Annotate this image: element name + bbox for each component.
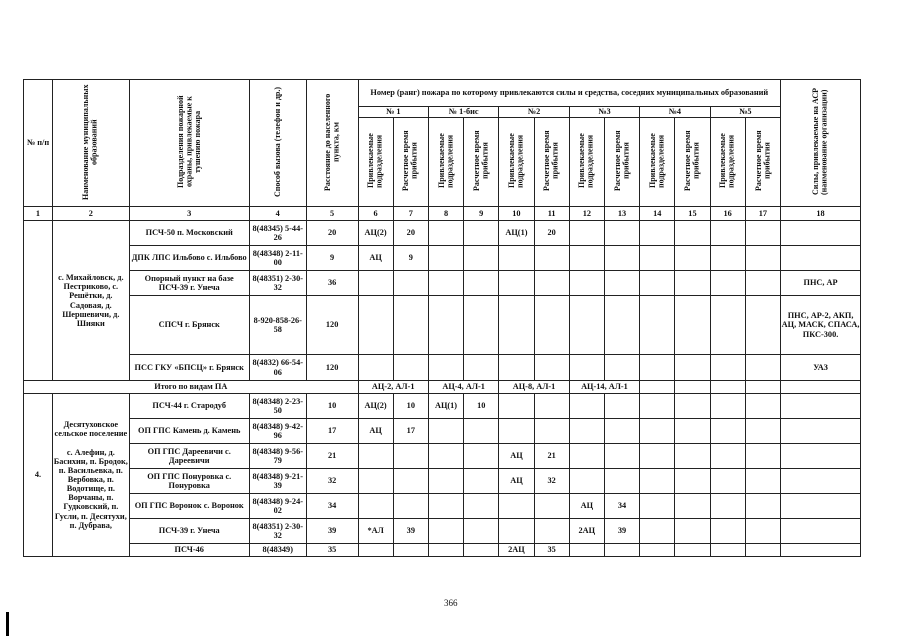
table-row [24,394,861,419]
sub-units: Привлекаемые подразделения [640,118,675,207]
rank3-time [604,444,639,469]
column-numbers-row [24,207,861,221]
rank2-time [534,355,569,381]
rank3-time: 39 [604,519,639,544]
distance-cell: 9 [306,246,358,271]
sub-time: Расчетное время прибытия [534,118,569,207]
rank2-units [499,271,534,296]
asr-cell: ПНС, АР-2, АКП, АЦ, МАСК, СПАСА, ПКС-300. [781,296,861,355]
unit-cell: Опорный пункт на базе ПСЧ-39 г. Унеча [129,271,249,296]
table-row [24,221,861,246]
rank2-time [534,296,569,355]
total-rank2: АЦ-8, АЛ-1 [499,381,569,394]
distance-cell: 32 [306,469,358,494]
rank1-time: 20 [393,221,428,246]
col-number: 5 [306,207,358,221]
rank1bis-time [464,444,499,469]
call-cell: 8(48351) 2-30-32 [249,271,306,296]
rank1-units: АЦ [358,246,393,271]
table-row [24,419,861,444]
rank1-units [358,494,393,519]
rank2-units [499,494,534,519]
table-row [24,246,861,271]
rank2-time [534,419,569,444]
rank2-units [499,394,534,419]
sub-units: Привлекаемые подразделения [499,118,534,207]
header-asr: Силы, привлекаемые на АСР (наименование организации) [781,80,861,207]
distance-cell: 17 [306,419,358,444]
rank1-time [393,271,428,296]
rank1bis-units [428,444,463,469]
rank2-units [499,419,534,444]
unit-cell: ОП ГПС Воронок с. Воронок [129,494,249,519]
rank1-time [393,494,428,519]
rank1-time: 39 [393,519,428,544]
table-row [24,494,861,519]
rank1bis-time [464,519,499,544]
rank2-units: АЦ [499,469,534,494]
rank1bis-units [428,419,463,444]
rank1bis-units [428,469,463,494]
total-rank1: АЦ-2, АЛ-1 [358,381,428,394]
distance-cell: 34 [306,494,358,519]
rank3-units [569,444,604,469]
rank1-units: АЦ(2) [358,221,393,246]
col-number: 15 [675,207,710,221]
unit-cell: ПСЧ-44 г. Стародуб [129,394,249,419]
call-cell: 8(48345) 5-44-26 [249,221,306,246]
rank2-time [534,246,569,271]
call-cell: 8(4832) 66-54-06 [249,355,306,381]
rank1bis-units [428,519,463,544]
distance-cell: 21 [306,444,358,469]
col-number: 6 [358,207,393,221]
rank2-time [534,519,569,544]
distance-cell: 20 [306,221,358,246]
distance-cell: 120 [306,355,358,381]
call-cell: 8(48348) 2-11-00 [249,246,306,271]
unit-cell: ОП ГПС Дареевичи с. Дареевичи [129,444,249,469]
rank2-time [534,271,569,296]
rank2-units [499,296,534,355]
sub-time: Расчетное время прибытия [745,118,780,207]
rank1bis-time [464,544,499,557]
rank-3: №3 [569,107,639,118]
sub-units: Привлекаемые подразделения [569,118,604,207]
total-rank1bis: АЦ-4, АЛ-1 [428,381,498,394]
rank2-time: 20 [534,221,569,246]
unit-cell: ОП ГПС Камень д. Камень [129,419,249,444]
municipality-list: с. Алефин, д. Басихин, п. Бродок, п. Васильевка, п. Вербовка, п. Водотище, п. Ворчаны, п. Гудковский, п. Гусли, п. Десятухи, п. Дубрава, [53,447,128,530]
rank1bis-units [428,544,463,557]
rank1-time [393,444,428,469]
rank1-units [358,444,393,469]
rank3-time [604,394,639,419]
rank1-time: 17 [393,419,428,444]
scan-margin-mark [6,612,9,636]
rank-1bis: № 1-бис [428,107,498,118]
col-number: 13 [604,207,639,221]
col-number: 2 [53,207,130,221]
totals-row [24,381,861,394]
unit-cell: СПСЧ г. Брянск [129,296,249,355]
col-number: 18 [781,207,861,221]
rank2-time: 32 [534,469,569,494]
asr-cell: ПНС, АР [781,271,861,296]
col-number: 16 [710,207,745,221]
rank2-units [499,355,534,381]
table-row [24,544,861,557]
asr-cell [781,246,861,271]
rank2-units: 2АЦ [499,544,534,557]
unit-cell: ОП ГПС Понуровка с. Понуровка [129,469,249,494]
rank1-units: АЦ [358,419,393,444]
page-number: 366 [444,598,458,608]
col-number: 12 [569,207,604,221]
municipality-cell [53,394,130,557]
rank1bis-units: АЦ(1) [428,394,463,419]
totals-label: Итого по видам ПА [24,381,359,394]
rank1bis-time [464,469,499,494]
col-number: 14 [640,207,675,221]
table-row [24,519,861,544]
col-number: 10 [499,207,534,221]
rank3-time: 34 [604,494,639,519]
table-row [24,355,861,381]
rank-1: № 1 [358,107,428,118]
rank3-units [569,419,604,444]
rank1-time [393,544,428,557]
total-rank3: АЦ-14, АЛ-1 [569,381,639,394]
rank1-time [393,296,428,355]
rank1-units [358,544,393,557]
row-number: 4. [24,394,53,557]
rank-4: №4 [640,107,710,118]
municipality-cell: с. Михайловск, д. Пестриково, с. Решётки, д. Садовая, д. Шершевичи, д. Шияки [53,221,130,381]
sub-time: Расчетное время прибытия [675,118,710,207]
row-number [24,221,53,381]
rank1-units: *АЛ [358,519,393,544]
call-cell: 8(48348) 9-56-79 [249,444,306,469]
call-cell: 8(48348) 2-23-50 [249,394,306,419]
rank1-time [393,469,428,494]
header-rank-group: Номер (ранг) пожара по которому привлекаются силы и средства, соседних муниципальных образований [358,80,781,107]
rank3-units: АЦ [569,494,604,519]
distance-cell: 36 [306,271,358,296]
rank1-units [358,469,393,494]
rank2-time [534,494,569,519]
header-muni: Наименование муниципальных образований [53,80,130,207]
col-number: 4 [249,207,306,221]
table-row [24,444,861,469]
rank1bis-time [464,419,499,444]
call-cell: 8(48348) 9-24-02 [249,494,306,519]
rank1-units [358,355,393,381]
fire-forces-table [23,79,861,557]
rank3-time [604,469,639,494]
col-number: 9 [464,207,499,221]
rank2-units: АЦ(1) [499,221,534,246]
rank3-time [604,419,639,444]
call-cell: 8-920-858-26-58 [249,296,306,355]
rank1-time [393,355,428,381]
rank2-time: 35 [534,544,569,557]
distance-cell: 35 [306,544,358,557]
unit-cell: ПСЧ-50 п. Московский [129,221,249,246]
rank1-units [358,296,393,355]
distance-cell: 120 [306,296,358,355]
table-row [24,296,861,355]
sub-time: Расчетное время прибытия [393,118,428,207]
header-distance: Расстояние до населенного пункта, км [306,80,358,207]
call-cell: 8(48348) 9-21-39 [249,469,306,494]
rank2-time: 21 [534,444,569,469]
call-cell: 8(48349) [249,544,306,557]
rank-5: №5 [710,107,781,118]
sub-units: Привлекаемые подразделения [358,118,393,207]
municipality-title: Десятуховское сельское поселение [54,420,128,439]
rank-2: №2 [499,107,569,118]
rank2-time [534,394,569,419]
unit-cell: ПСЧ-46 [129,544,249,557]
table-row [24,271,861,296]
col-number: 7 [393,207,428,221]
rank1-time: 9 [393,246,428,271]
rank1bis-time [464,494,499,519]
unit-cell: ПСЧ-39 г. Унеча [129,519,249,544]
rank1-units: АЦ(2) [358,394,393,419]
rank3-units [569,469,604,494]
header-units: Подразделения пожарной охраны, привлекаемые к тушению пожара [129,80,249,207]
distance-cell: 39 [306,519,358,544]
sub-units: Привлекаемые подразделения [710,118,745,207]
col-number: 3 [129,207,249,221]
rank3-units [569,394,604,419]
asr-cell [781,221,861,246]
col-number: 8 [428,207,463,221]
header-call: Способ вызова (телефон и др.) [249,80,306,207]
rank1-units [358,271,393,296]
table-row [24,469,861,494]
call-cell: 8(48348) 9-42-96 [249,419,306,444]
rank3-units [569,544,604,557]
rank1-time: 10 [393,394,428,419]
rank2-units: АЦ [499,444,534,469]
rank1bis-units [428,494,463,519]
rank1bis-time: 10 [464,394,499,419]
unit-cell: ПСС ГКУ «БПСЦ» г. Брянск [129,355,249,381]
col-number: 17 [745,207,780,221]
distance-cell: 10 [306,394,358,419]
col-number: 11 [534,207,569,221]
rank3-time [604,544,639,557]
rank3-units: 2АЦ [569,519,604,544]
header-num: № п/п [24,80,53,207]
sub-time: Расчетное время прибытия [464,118,499,207]
asr-cell: УАЗ [781,355,861,381]
rank2-units [499,246,534,271]
call-cell: 8(48351) 2-30-32 [249,519,306,544]
sub-units: Привлекаемые подразделения [428,118,463,207]
col-number: 1 [24,207,53,221]
unit-cell: ДПК ЛПС Ильбово с. Ильбово [129,246,249,271]
sub-time: Расчетное время прибытия [604,118,639,207]
rank2-units [499,519,534,544]
